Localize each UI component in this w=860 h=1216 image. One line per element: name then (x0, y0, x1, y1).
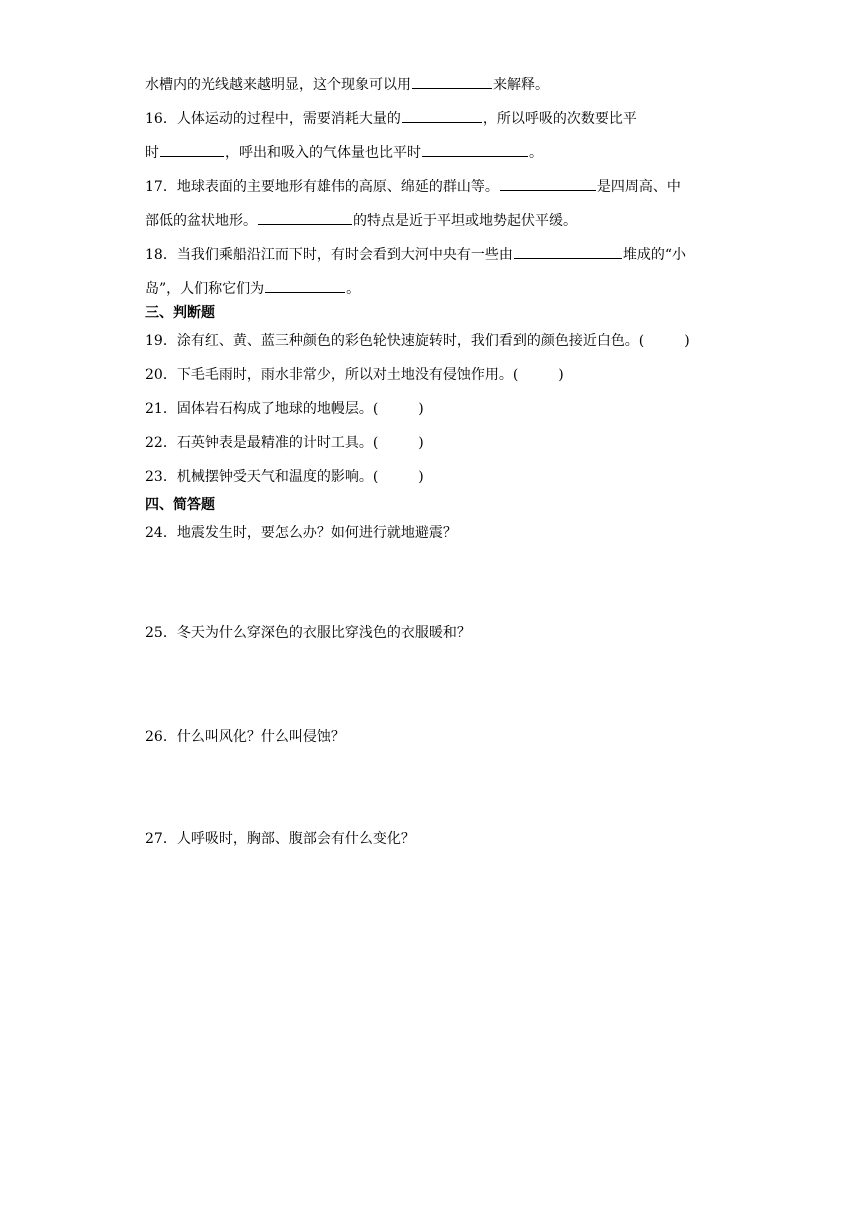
question-text: 17．地球表面的主要地形有雄伟的高原、绵延的群山等。 (145, 179, 499, 195)
question-text: 岛”，人们称它们为 (145, 281, 265, 297)
section-heading-short-answer: 四、简答题 (145, 497, 215, 513)
answer-blank[interactable] (160, 142, 224, 157)
paren-close: ) (558, 367, 564, 383)
question-text: 堆成的“小 (622, 247, 686, 263)
answer-blank[interactable] (412, 74, 492, 89)
question-text: 部低的盆状地形。 (145, 213, 257, 229)
question-text: 23．机械摆钟受天气和温度的影响。( (145, 469, 379, 485)
question-text: 20．下毛毛雨时，雨水非常少，所以对土地没有侵蚀作用。( (145, 367, 519, 383)
paren-close: ) (684, 333, 690, 349)
question-23 (145, 468, 424, 486)
question-26: 26．什么叫风化？什么叫侵蚀？ (145, 729, 345, 745)
answer-blank[interactable] (514, 244, 622, 259)
question-text: 时 (145, 145, 159, 161)
question-17-line-1 (145, 176, 681, 196)
question-15-line (145, 74, 549, 94)
question-17-line-2 (145, 210, 577, 230)
question-text: 水槽内的光线越来越明显，这个现象可以用 (145, 77, 411, 93)
question-18-line-2 (145, 278, 360, 298)
question-text: ，呼出和吸入的气体量也比平时 (225, 145, 421, 161)
answer-blank[interactable] (422, 142, 528, 157)
question-22 (145, 434, 424, 452)
question-16-line-1 (145, 108, 637, 128)
question-text: 22．石英钟表是最精准的计时工具。( (145, 435, 379, 451)
question-18-line-1 (145, 244, 686, 264)
question-text: 是四周高、中 (596, 179, 681, 195)
question-16-line-2 (145, 142, 543, 162)
question-27: 27．人呼吸时，胸部、腹部会有什么变化？ (145, 831, 415, 847)
paren-close: ) (418, 435, 424, 451)
question-text: 21．固体岩石构成了地球的地幔层。( (145, 401, 379, 417)
question-text: 18．当我们乘船沿江而下时，有时会看到大河中央有一些由 (145, 247, 513, 263)
paren-close: ) (418, 401, 424, 417)
answer-blank[interactable] (265, 278, 345, 293)
section-heading-judgement: 三、判断题 (145, 305, 215, 321)
question-24: 24．地震发生时，要怎么办？如何进行就地避震？ (145, 525, 457, 541)
question-text: 来解释。 (493, 77, 549, 93)
question-text: 19．涂有红、黄、蓝三种颜色的彩色轮快速旋转时，我们看到的颜色接近白色。( (145, 333, 645, 349)
paren-close: ) (418, 469, 424, 485)
answer-blank[interactable] (500, 176, 596, 191)
question-text: 16．人体运动的过程中，需要消耗大量的 (145, 111, 401, 127)
answer-blank[interactable] (402, 108, 482, 123)
question-19 (145, 332, 690, 350)
answer-blank[interactable] (258, 210, 352, 225)
question-text: 的特点是近于平坦或地势起伏平缓。 (353, 213, 577, 229)
question-text: 。 (346, 281, 361, 297)
question-text: 。 (529, 145, 543, 161)
question-20 (145, 366, 564, 384)
question-21 (145, 400, 424, 418)
question-25: 25．冬天为什么穿深色的衣服比穿浅色的衣服暖和？ (145, 625, 471, 641)
question-text: ，所以呼吸的次数要比平 (482, 111, 637, 127)
